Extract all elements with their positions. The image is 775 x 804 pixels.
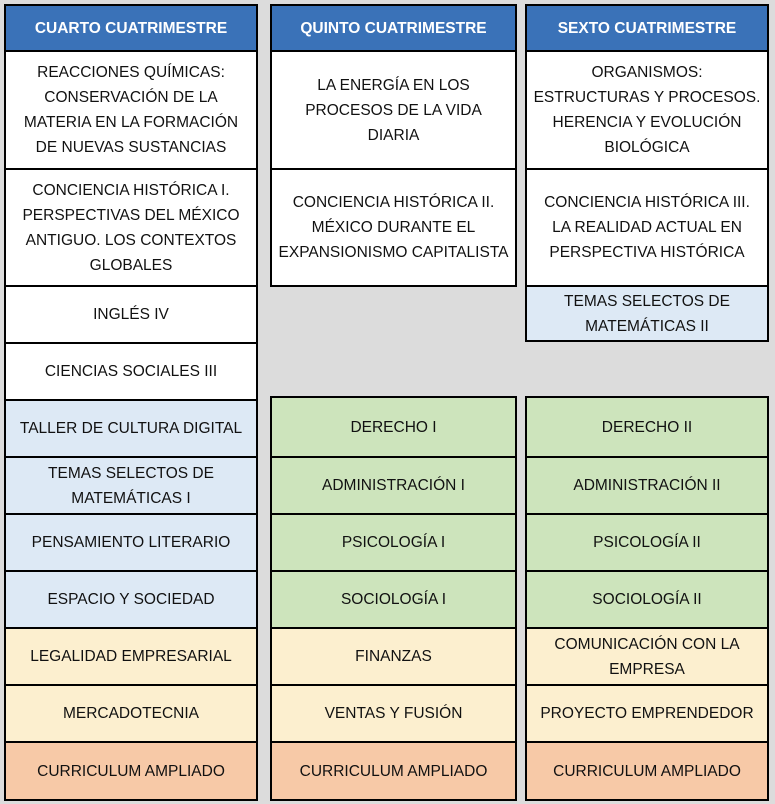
subject-cell: ADMINISTRACIÓN I bbox=[270, 456, 517, 515]
column-header: CUARTO CUATRIMESTRE bbox=[4, 4, 258, 52]
subject-cell: FINANZAS bbox=[270, 627, 517, 686]
subject-cell: LEGALIDAD EMPRESARIAL bbox=[4, 627, 258, 686]
subject-cell: DERECHO I bbox=[270, 396, 517, 458]
column-header: SEXTO CUATRIMESTRE bbox=[525, 4, 769, 52]
subject-cell: TEMAS SELECTOS DE MATEMÁTICAS II bbox=[525, 285, 769, 342]
subject-cell: CURRICULUM AMPLIADO bbox=[270, 741, 517, 801]
subject-cell: PENSAMIENTO LITERARIO bbox=[4, 513, 258, 572]
subject-cell: SOCIOLOGÍA I bbox=[270, 570, 517, 629]
subject-cell: TEMAS SELECTOS DE MATEMÁTICAS I bbox=[4, 456, 258, 515]
subject-cell: REACCIONES QUÍMICAS: CONSERVACIÓN DE LA MATERIA EN LA FORMACIÓN DE NUEVAS SUSTANCIAS bbox=[4, 50, 258, 170]
subject-cell: VENTAS Y FUSIÓN bbox=[270, 684, 517, 743]
subject-cell: LA ENERGÍA EN LOS PROCESOS DE LA VIDA DIARIA bbox=[270, 50, 517, 170]
subject-cell: ADMINISTRACIÓN II bbox=[525, 456, 769, 515]
subject-cell: INGLÉS IV bbox=[4, 285, 258, 344]
column-header: QUINTO CUATRIMESTRE bbox=[270, 4, 517, 52]
subject-cell: CURRICULUM AMPLIADO bbox=[4, 741, 258, 801]
subject-cell: CURRICULUM AMPLIADO bbox=[525, 741, 769, 801]
subject-cell: CONCIENCIA HISTÓRICA I. PERSPECTIVAS DEL MÉXICO ANTIGUO. LOS CONTEXTOS GLOBALES bbox=[4, 168, 258, 287]
subject-cell: SOCIOLOGÍA II bbox=[525, 570, 769, 629]
subject-cell: COMUNICACIÓN CON LA EMPRESA bbox=[525, 627, 769, 686]
subject-cell: PSICOLOGÍA I bbox=[270, 513, 517, 572]
subject-cell: ORGANISMOS: ESTRUCTURAS Y PROCESOS. HERENCIA Y EVOLUCIÓN BIOLÓGICA bbox=[525, 50, 769, 170]
subject-cell: CONCIENCIA HISTÓRICA III. LA REALIDAD ACTUAL EN PERSPECTIVA HISTÓRICA bbox=[525, 168, 769, 287]
subject-cell: MERCADOTECNIA bbox=[4, 684, 258, 743]
subject-cell: PSICOLOGÍA II bbox=[525, 513, 769, 572]
subject-cell: PROYECTO EMPRENDEDOR bbox=[525, 684, 769, 743]
subject-cell: CIENCIAS SOCIALES III bbox=[4, 342, 258, 401]
subject-cell: TALLER DE CULTURA DIGITAL bbox=[4, 399, 258, 458]
subject-cell: DERECHO II bbox=[525, 396, 769, 458]
subject-cell: ESPACIO Y SOCIEDAD bbox=[4, 570, 258, 629]
subject-cell: CONCIENCIA HISTÓRICA II. MÉXICO DURANTE EL EXPANSIONISMO CAPITALISTA bbox=[270, 168, 517, 287]
